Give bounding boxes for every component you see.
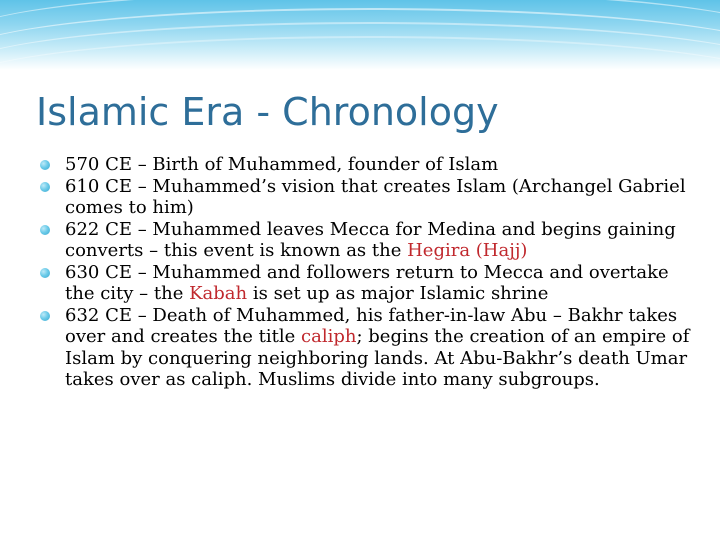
bullet-dot-icon [40, 182, 50, 192]
bullet-text: 570 CE – Birth of Muhammed, founder of Islam [65, 154, 499, 175]
slide-title: Islamic Era - Chronology [36, 90, 499, 134]
bullet-list [36, 154, 696, 391]
bullet-text: 622 CE – Muhammed leaves Mecca for Medina and begins gaining converts – this event is known as the [65, 218, 676, 261]
bullet-text: is set up as major Islamic shrine [247, 283, 549, 304]
bullet-text: 610 CE – Muhammed’s vision that creates Islam (Archangel Gabriel comes to him) [65, 175, 686, 218]
bullet-dot-icon [40, 268, 50, 278]
bullet-item [36, 154, 696, 176]
bullet-text: 632 CE – Death of Muhammed, his father-in-law Abu – Bakhr takes over and creates the title [65, 304, 678, 347]
bullet-item [36, 176, 696, 219]
bullet-item [36, 305, 696, 391]
bullet-text: 630 CE – Muhammed and followers return to Mecca and overtake the city – the [65, 261, 669, 304]
bullet-item [36, 219, 696, 262]
highlight-term: Kabah [189, 283, 248, 304]
highlight-term: Hegira (Hajj) [407, 240, 528, 261]
bullet-dot-icon [40, 311, 50, 321]
bullet-item [36, 262, 696, 305]
highlight-term: caliph [301, 326, 357, 347]
header-wave-band [0, 0, 720, 70]
bullet-text: ; begins the creation of an empire of Islam by conquering neighboring lands. At Abu-Bakhr’s death Umar takes over as caliph. Muslims divide into many subgroups. [65, 326, 690, 390]
bullet-dot-icon [40, 225, 50, 235]
bullet-dot-icon [40, 160, 50, 170]
